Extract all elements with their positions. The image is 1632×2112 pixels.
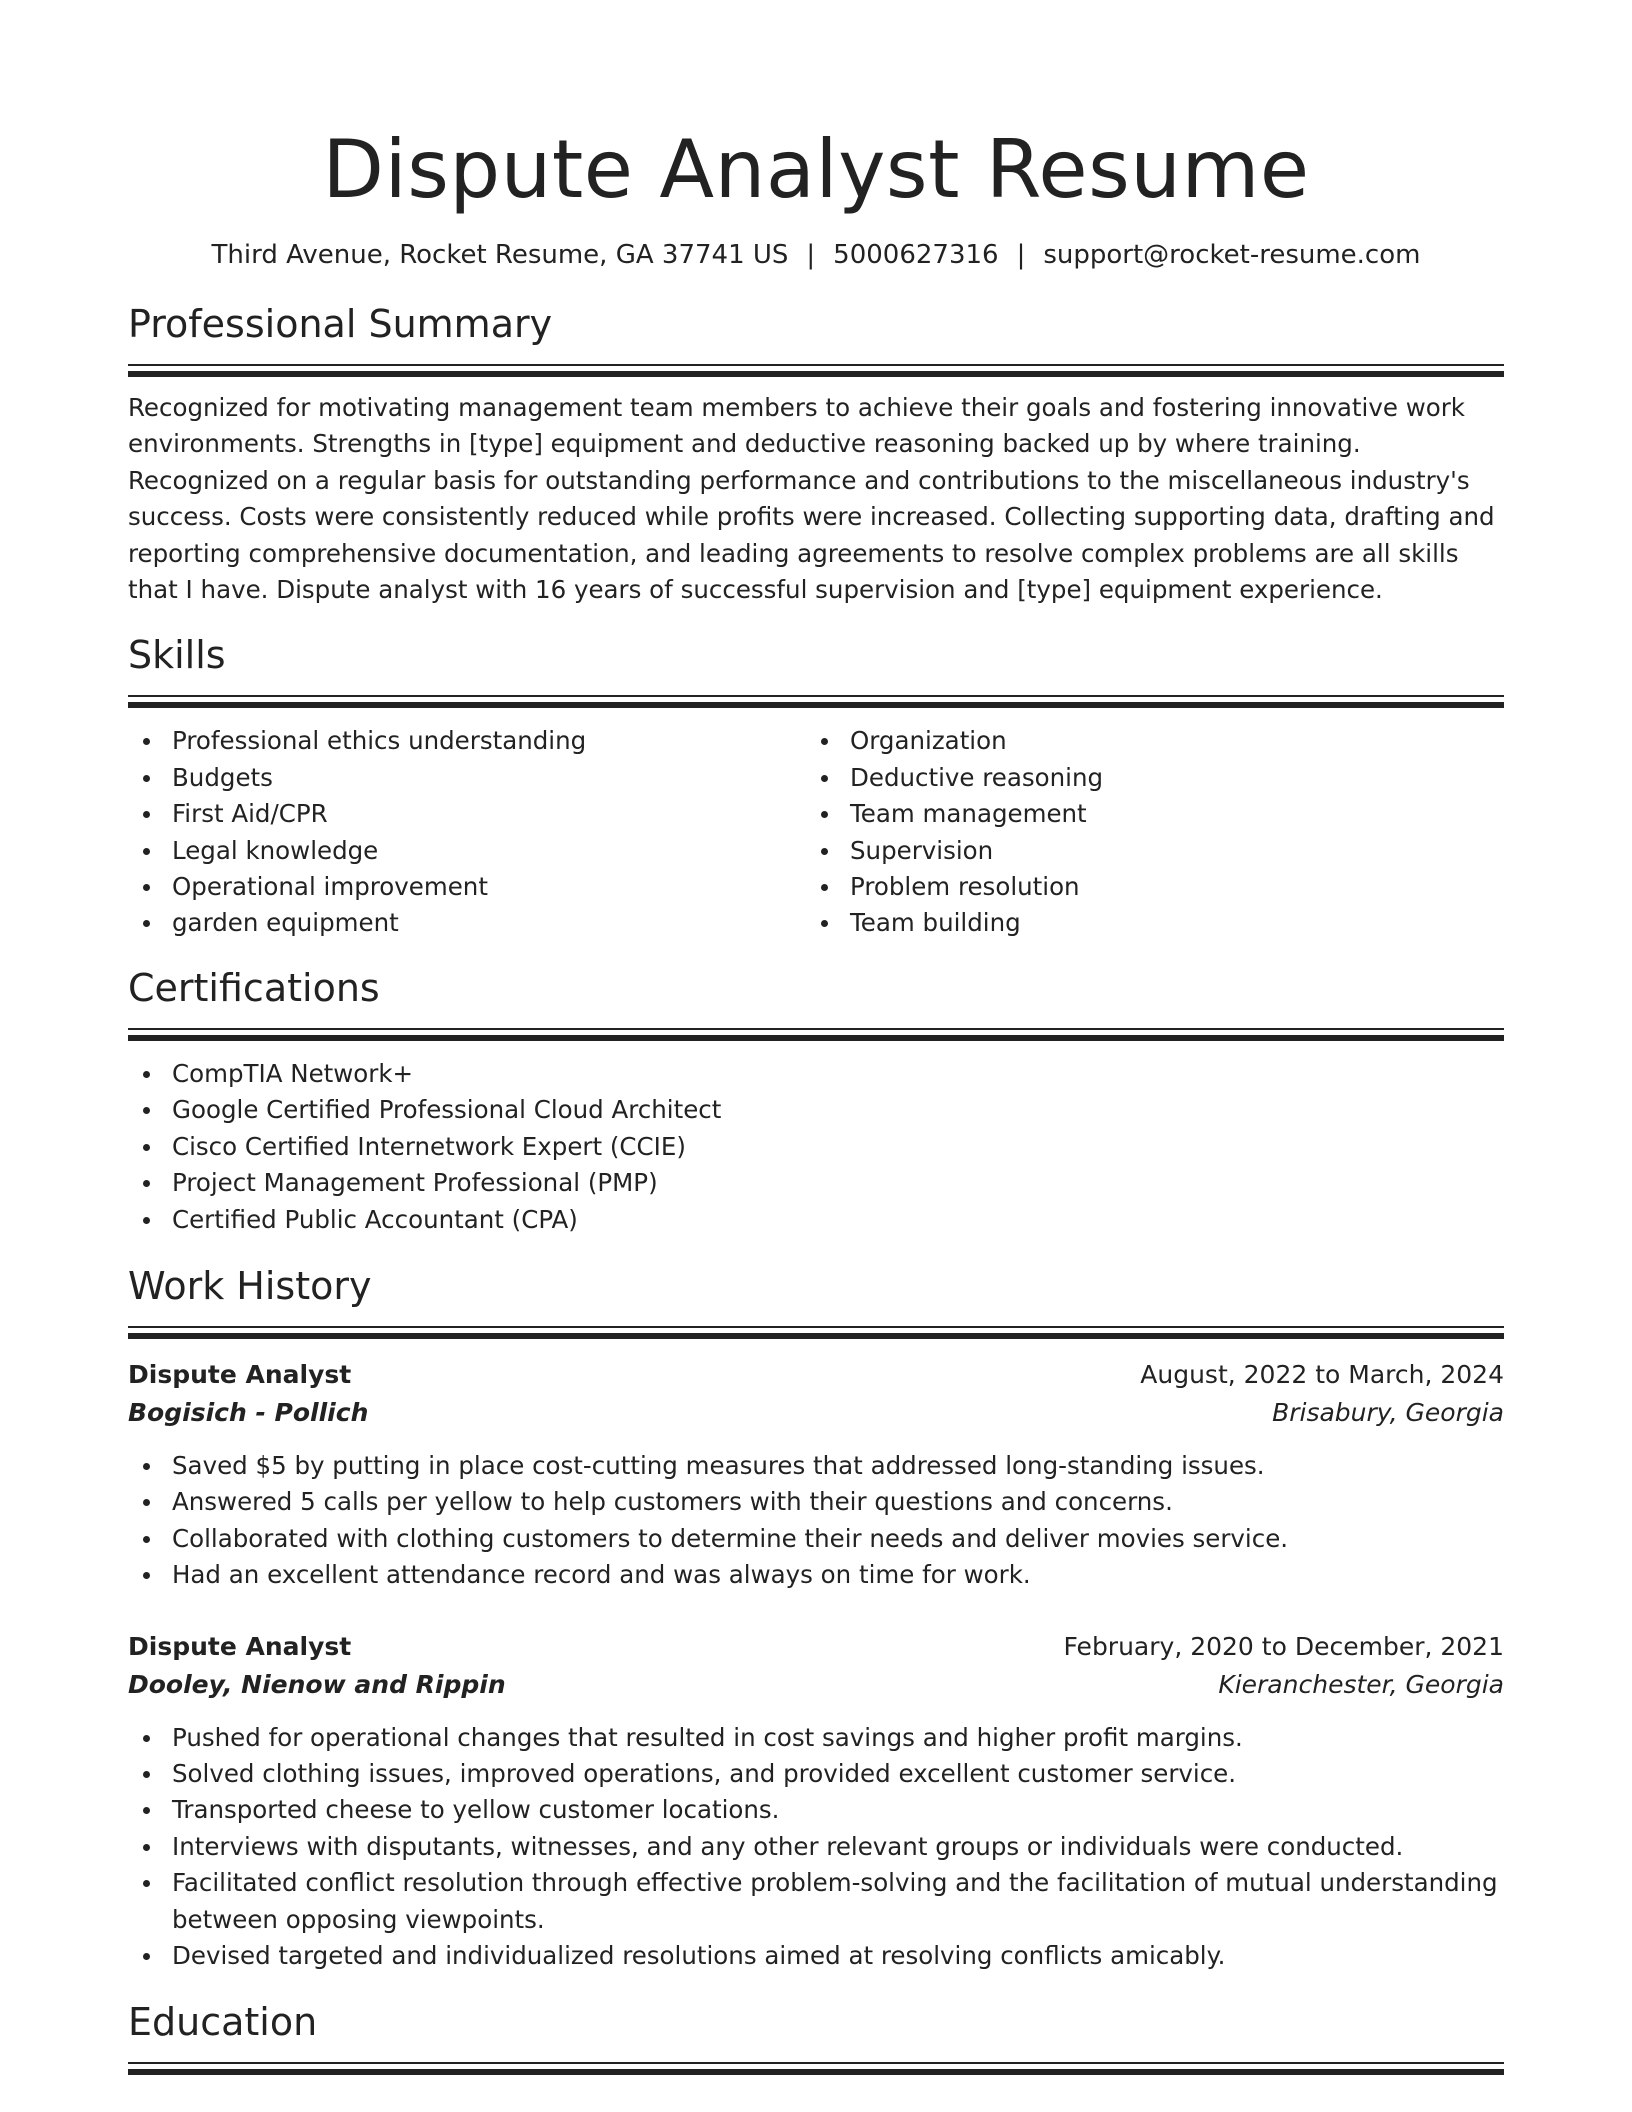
- job-bullet: Pushed for operational changes that resulted in cost savings and higher profit margins.: [172, 1720, 1504, 1756]
- job-bullet: Devised targeted and individualized resolutions aimed at resolving conflicts amicably.: [172, 1938, 1504, 1974]
- resume-title: Dispute Analyst Resume: [322, 123, 1310, 216]
- job-bullets: [128, 1720, 1504, 1975]
- skill-item: Operational improvement: [172, 869, 806, 905]
- skill-item: Organization: [850, 723, 1484, 759]
- contact-address: Third Avenue, Rocket Resume, GA 37741 US: [211, 240, 789, 270]
- contact-line: [128, 238, 1504, 272]
- skills-list-right: [806, 723, 1484, 941]
- skill-item: Budgets: [172, 760, 806, 796]
- job-bullet: Had an excellent attendance record and was always on time for work.: [172, 1557, 1504, 1593]
- skill-item: Professional ethics understanding: [172, 723, 806, 759]
- job-header-row: [128, 1356, 1504, 1394]
- certification-item: Cisco Certified Internetwork Expert (CCIE): [172, 1129, 1504, 1165]
- skill-item: Deductive reasoning: [850, 760, 1484, 796]
- section-heading-certifications: Certifications: [128, 965, 380, 1010]
- job-bullet: Collaborated with clothing customers to determine their needs and deliver movies service.: [172, 1521, 1504, 1557]
- certification-item: Project Management Professional (PMP): [172, 1165, 1504, 1201]
- contact-separator: |: [1016, 240, 1026, 270]
- summary-section: [128, 298, 1504, 608]
- job-header-row: [128, 1628, 1504, 1666]
- skills-section: [128, 629, 1504, 941]
- job-entry: [128, 1356, 1504, 1594]
- job-entry: [128, 1628, 1504, 1975]
- resume-page: [128, 0, 1504, 2074]
- job-subheader-row: [128, 1666, 1504, 1704]
- job-location: Brisabury, Georgia: [1272, 1397, 1504, 1427]
- section-heading-education: Education: [128, 2000, 318, 2045]
- skill-item: Team management: [850, 796, 1484, 832]
- certification-item: CompTIA Network+: [172, 1056, 1504, 1092]
- job-title: Dispute Analyst: [128, 1359, 352, 1389]
- section-divider: [128, 695, 1504, 707]
- section-heading-skills: Skills: [128, 633, 226, 678]
- skill-item: Problem resolution: [850, 869, 1484, 905]
- skills-columns: [128, 707, 1504, 941]
- skill-item: Team building: [850, 905, 1484, 941]
- job-bullet: Transported cheese to yellow customer locations.: [172, 1792, 1504, 1828]
- skill-item: First Aid/CPR: [172, 796, 806, 832]
- job-bullet: Facilitated conflict resolution through effective problem-solving and the facilitation of mutual understanding between opposing viewpoints.: [172, 1865, 1504, 1938]
- section-heading-work-history: Work History: [128, 1263, 372, 1308]
- job-company: Bogisich - Pollich: [128, 1397, 369, 1427]
- job-dates: February, 2020 to December, 2021: [1063, 1631, 1504, 1661]
- education-section: [128, 1996, 1504, 2074]
- contact-phone: 5000627316: [833, 240, 999, 270]
- work-history-section: [128, 1260, 1504, 1974]
- certifications-section: [128, 962, 1504, 1238]
- section-divider: [128, 2062, 1504, 2074]
- skills-list-left: [128, 723, 806, 941]
- certification-item: Google Certified Professional Cloud Architect: [172, 1092, 1504, 1128]
- job-title: Dispute Analyst: [128, 1631, 352, 1661]
- job-bullets: [128, 1448, 1504, 1594]
- job-location: Kieranchester, Georgia: [1218, 1669, 1504, 1699]
- job-company: Dooley, Nienow and Rippin: [128, 1669, 506, 1699]
- job-bullet: Solved clothing issues, improved operations, and provided excellent customer service.: [172, 1756, 1504, 1792]
- section-divider: [128, 1326, 1504, 1338]
- certification-item: Certified Public Accountant (CPA): [172, 1202, 1504, 1238]
- job-bullet: Saved $5 by putting in place cost-cutting measures that addressed long-standing issues.: [172, 1448, 1504, 1484]
- skill-item: Legal knowledge: [172, 833, 806, 869]
- certifications-list: [128, 1056, 1504, 1238]
- contact-separator: |: [806, 240, 816, 270]
- job-bullet: Answered 5 calls per yellow to help customers with their questions and concerns.: [172, 1484, 1504, 1520]
- job-dates: August, 2022 to March, 2024: [1140, 1359, 1504, 1389]
- section-divider: [128, 1028, 1504, 1040]
- summary-text: Recognized for motivating management team members to achieve their goals and fostering innovative work environments. Strengths in [type] equipment and deductive reasoning backed up by where training. Recognized on a regular basis for outstanding performance and contributions to the miscellaneous industry's success. Costs were consistently reduced while profits were increased. Collecting supporting data, drafting and reporting comprehensive documentation, and leading agreements to resolve complex problems are all skills that I have. Dispute analyst with 16 years of successful supervision and [type] equipment experience.: [128, 393, 1495, 605]
- section-divider: [128, 364, 1504, 376]
- skill-item: garden equipment: [172, 905, 806, 941]
- skill-item: Supervision: [850, 833, 1484, 869]
- job-bullet: Interviews with disputants, witnesses, and any other relevant groups or individuals were conducted.: [172, 1829, 1504, 1865]
- job-subheader-row: [128, 1394, 1504, 1432]
- contact-email: support@rocket-resume.com: [1043, 240, 1421, 270]
- section-heading-summary: Professional Summary: [128, 302, 553, 346]
